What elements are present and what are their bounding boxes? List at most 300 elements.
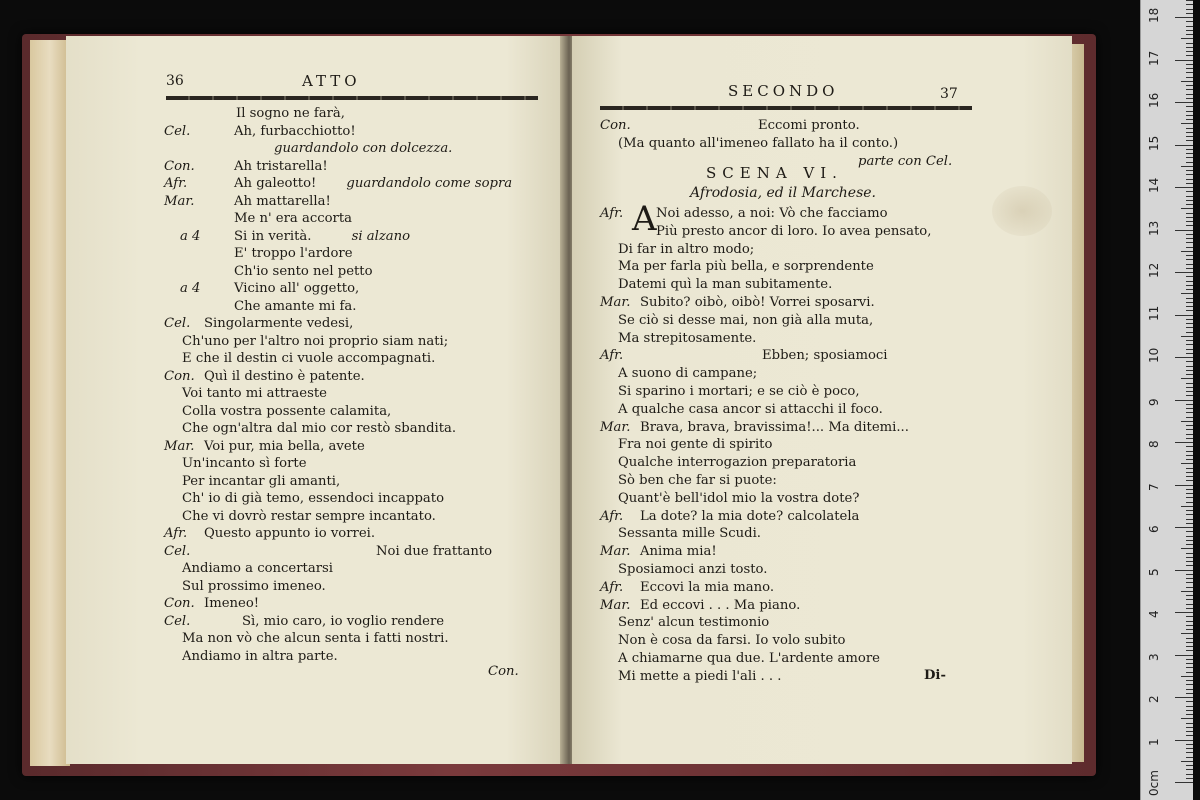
ruler-tick bbox=[1186, 153, 1193, 154]
verse-line: Brava, brava, bravissima!... Ma ditemi... bbox=[640, 419, 909, 435]
ruler-tick bbox=[1186, 476, 1193, 477]
verse-line: Imeneo! bbox=[204, 596, 260, 611]
ruler-tick bbox=[1186, 425, 1193, 426]
ruler-tick bbox=[1186, 306, 1193, 307]
verse-line: E' troppo l'ardore bbox=[234, 246, 353, 261]
verse-line: Ah mattarella! bbox=[234, 193, 331, 209]
ruler-tick bbox=[1186, 757, 1193, 758]
verse-line: Che ogn'altra dal mio cor restò sbandita. bbox=[182, 421, 457, 436]
ruler-tick bbox=[1186, 531, 1193, 532]
ruler-tick bbox=[1186, 319, 1193, 320]
ruler-tick bbox=[1186, 748, 1193, 749]
ruler-tick bbox=[1186, 663, 1193, 664]
ruler-tick bbox=[1186, 204, 1193, 205]
page-number-left: 36 bbox=[166, 73, 184, 89]
page-number-right: 37 bbox=[940, 86, 958, 102]
ruler-tick bbox=[1186, 659, 1193, 660]
verse-line: Ebben; sposiamoci bbox=[762, 348, 888, 364]
ruler-tick bbox=[1181, 293, 1193, 294]
ruler-tick bbox=[1186, 582, 1193, 583]
ruler-tick bbox=[1175, 60, 1193, 61]
verse-line: Per incantar gli amanti, bbox=[182, 473, 341, 489]
ruler-tick bbox=[1186, 451, 1193, 452]
ruler-tick bbox=[1181, 38, 1193, 39]
verse-line: Ed eccovi . . . Ma piano. bbox=[640, 597, 801, 613]
verse-line: Ah, furbacchiotto! bbox=[234, 123, 356, 139]
ruler-tick bbox=[1186, 140, 1193, 141]
ruler-tick bbox=[1186, 310, 1193, 311]
verse-line: Voi tanto mi attraeste bbox=[182, 386, 327, 401]
ruler-label: 3 bbox=[1147, 652, 1161, 661]
ruler-tick bbox=[1186, 429, 1193, 430]
verse-line: Si sparino i mortari; e se ciò è poco, bbox=[618, 384, 860, 399]
verse-line: Qualche interrogazion preparatoria bbox=[618, 455, 857, 471]
verse-line: Non è cosa da farsi. Io volo subito bbox=[618, 633, 846, 649]
ruler-tick bbox=[1186, 672, 1193, 673]
verse-line: Quì il destino è patente. bbox=[204, 368, 365, 384]
ruler-tick bbox=[1186, 523, 1193, 524]
ruler-tick bbox=[1186, 225, 1193, 226]
verse-line: Ma strepitosamente. bbox=[618, 330, 757, 346]
ruler-tick bbox=[1186, 557, 1193, 558]
ruler-label: 0cm bbox=[1147, 770, 1161, 796]
ruler-tick bbox=[1181, 548, 1193, 549]
ruler-tick bbox=[1186, 196, 1193, 197]
ruler-tick bbox=[1186, 98, 1193, 99]
ruler-tick bbox=[1186, 383, 1193, 384]
ruler-tick bbox=[1186, 769, 1193, 770]
ruler-tick bbox=[1175, 570, 1193, 571]
ruler-tick bbox=[1175, 782, 1193, 783]
ruler-tick bbox=[1186, 51, 1193, 52]
right-page bbox=[572, 36, 1072, 764]
ruler-tick bbox=[1186, 94, 1193, 95]
ruler-tick bbox=[1186, 752, 1193, 753]
verse-line: guardandolo con dolcezza. bbox=[274, 141, 453, 156]
ruler-tick bbox=[1186, 4, 1193, 5]
verse-line: Mi mette a piedi l'ali . . . bbox=[618, 668, 782, 684]
verse-line: Un'incanto sì forte bbox=[182, 456, 307, 471]
ruler-tick bbox=[1186, 264, 1193, 265]
ruler-tick bbox=[1175, 272, 1193, 273]
ruler-label: 11 bbox=[1147, 305, 1161, 321]
ruler-tick bbox=[1186, 238, 1193, 239]
measurement-ruler bbox=[1140, 0, 1193, 800]
stage-direction: si alzano bbox=[351, 228, 411, 244]
verse-line: Vicino all' oggetto, bbox=[234, 281, 360, 296]
ruler-tick bbox=[1186, 574, 1193, 575]
speaker-label: Con. bbox=[164, 368, 195, 384]
ruler-tick bbox=[1181, 336, 1193, 337]
ruler-tick bbox=[1175, 612, 1193, 613]
speaker-label: Mar. bbox=[600, 544, 631, 560]
ruler-tick bbox=[1181, 123, 1193, 124]
ruler-tick bbox=[1186, 242, 1193, 243]
speaker-label: Afr. bbox=[600, 348, 624, 364]
ruler-tick bbox=[1186, 361, 1193, 362]
ruler-tick bbox=[1175, 230, 1193, 231]
ruler-tick bbox=[1186, 149, 1193, 150]
ruler-tick bbox=[1186, 115, 1193, 116]
ruler-tick bbox=[1181, 421, 1193, 422]
ruler-tick bbox=[1186, 13, 1193, 14]
verse-line: Singolarmente vedesi, bbox=[204, 316, 354, 331]
ruler-tick bbox=[1186, 604, 1193, 605]
ruler-tick bbox=[1186, 480, 1193, 481]
ruler-tick bbox=[1186, 21, 1193, 22]
verse-line: Voi pur, mia bella, avete bbox=[204, 438, 365, 454]
ruler-tick bbox=[1186, 323, 1193, 324]
speaker-label: Con. bbox=[164, 158, 195, 174]
ruler-tick bbox=[1186, 638, 1193, 639]
ruler-tick bbox=[1186, 621, 1193, 622]
verse-line: Si in verità. bbox=[234, 228, 312, 244]
ruler-tick bbox=[1186, 765, 1193, 766]
ruler-label: 9 bbox=[1147, 397, 1161, 406]
verse-line: A chiamarne qua due. L'ardente amore bbox=[618, 651, 880, 666]
speaker-label: Mar. bbox=[600, 419, 631, 435]
ruler-tick bbox=[1186, 706, 1193, 707]
ruler-label: 6 bbox=[1147, 525, 1161, 533]
ruler-tick bbox=[1186, 281, 1193, 282]
verse-line: Sul prossimo imeneo. bbox=[182, 578, 326, 594]
ruler-tick bbox=[1186, 684, 1193, 685]
ruler-tick bbox=[1186, 744, 1193, 745]
ruler-tick bbox=[1186, 599, 1193, 600]
ruler-tick bbox=[1186, 727, 1193, 728]
left-page bbox=[66, 36, 566, 764]
ruler-label: 5 bbox=[1147, 567, 1161, 576]
ruler-tick bbox=[1186, 285, 1193, 286]
paper-stain bbox=[992, 186, 1052, 236]
stage-direction: guardandolo come sopra bbox=[346, 176, 513, 191]
ruler-tick bbox=[1186, 395, 1193, 396]
verse-line: Sò ben che far si puote: bbox=[618, 473, 777, 488]
ruler-tick bbox=[1186, 472, 1193, 473]
ruler-tick bbox=[1186, 72, 1193, 73]
ruler-label: 2 bbox=[1147, 695, 1161, 703]
ruler-tick bbox=[1186, 650, 1193, 651]
verse-line: Noi adesso, a noi: Vò che facciamo bbox=[656, 206, 888, 221]
ruler-tick bbox=[1186, 497, 1193, 498]
ruler-tick bbox=[1186, 701, 1193, 702]
verse-line: Il sogno ne farà, bbox=[236, 106, 345, 121]
ruler-label: 17 bbox=[1147, 50, 1161, 66]
speaker-label: a 4 bbox=[180, 281, 201, 296]
verse-line: Ch' io di già temo, essendoci incappato bbox=[182, 491, 445, 506]
ruler-tick bbox=[1186, 247, 1193, 248]
verse-line: Che amante mi fa. bbox=[234, 298, 357, 314]
ruler-tick bbox=[1186, 157, 1193, 158]
ruler-tick bbox=[1181, 251, 1193, 252]
verse-line: Subito? oibò, oibò! Vorrei sposarvi. bbox=[640, 295, 875, 310]
ruler-tick bbox=[1186, 85, 1193, 86]
ruler-tick bbox=[1186, 608, 1193, 609]
verse-line: Noi due frattanto bbox=[376, 543, 493, 559]
ruler-tick bbox=[1186, 26, 1193, 27]
ruler-tick bbox=[1186, 625, 1193, 626]
ruler-tick bbox=[1186, 217, 1193, 218]
speaker-label: Mar. bbox=[164, 193, 195, 209]
catchword-left: Con. bbox=[488, 664, 519, 679]
verse-line: Eccomi pronto. bbox=[758, 118, 860, 133]
ruler-tick bbox=[1186, 502, 1193, 503]
ruler-tick bbox=[1186, 47, 1193, 48]
speaker-label: Cel. bbox=[164, 316, 191, 331]
ruler-tick bbox=[1186, 68, 1193, 69]
ruler-tick bbox=[1186, 587, 1193, 588]
verse-line: Ah galeotto! bbox=[234, 176, 317, 191]
ruler-tick bbox=[1186, 404, 1193, 405]
verse-line: Ch'uno per l'altro noi proprio siam nati; bbox=[182, 333, 449, 349]
speaker-label: Afr. bbox=[600, 579, 624, 595]
verse-line: Sessanta mille Scudi. bbox=[618, 526, 762, 542]
verse-line: parte con Cel. bbox=[858, 154, 953, 169]
ruler-label: 18 bbox=[1147, 7, 1161, 23]
ruler-tick bbox=[1181, 378, 1193, 379]
ruler-tick bbox=[1181, 718, 1193, 719]
ruler-tick bbox=[1186, 111, 1193, 112]
ruler-tick bbox=[1186, 0, 1193, 1]
ruler-label: 13 bbox=[1147, 220, 1161, 236]
ruler-tick bbox=[1181, 506, 1193, 507]
drop-cap: A bbox=[632, 199, 657, 239]
ruler-tick bbox=[1186, 540, 1193, 541]
ruler-tick bbox=[1186, 561, 1193, 562]
ruler-tick bbox=[1175, 400, 1193, 401]
speaker-label: Cel. bbox=[164, 543, 191, 559]
ruler-tick bbox=[1186, 298, 1193, 299]
ruler-label: 12 bbox=[1147, 262, 1161, 278]
ruler-tick bbox=[1186, 735, 1193, 736]
ruler-tick bbox=[1186, 132, 1193, 133]
verse-line: A suono di campane; bbox=[618, 366, 758, 382]
ruler-tick bbox=[1186, 514, 1193, 515]
ruler-tick bbox=[1186, 332, 1193, 333]
ruler-tick bbox=[1186, 106, 1193, 107]
ruler-tick bbox=[1181, 591, 1193, 592]
verse-line: Di far in altro modo; bbox=[618, 241, 755, 257]
speaker-label: Afr. bbox=[164, 176, 188, 191]
ruler-tick bbox=[1175, 315, 1193, 316]
ruler-tick bbox=[1186, 259, 1193, 260]
ruler-tick bbox=[1186, 34, 1193, 35]
ruler-label: 14 bbox=[1147, 177, 1161, 193]
ruler-tick bbox=[1186, 468, 1193, 469]
verse-line: Quant'è bell'idol mio la vostra dote? bbox=[618, 490, 860, 506]
ruler-tick bbox=[1186, 578, 1193, 579]
ruler-tick bbox=[1186, 353, 1193, 354]
speaker-label: Afr. bbox=[164, 526, 188, 541]
ruler-tick bbox=[1175, 442, 1193, 443]
ruler-tick bbox=[1186, 667, 1193, 668]
verse-line: Sì, mio caro, io voglio rendere bbox=[242, 613, 445, 629]
page-edges-right bbox=[1070, 44, 1084, 762]
ruler-tick bbox=[1175, 145, 1193, 146]
verse-line: Eccovi la mia mano. bbox=[640, 579, 775, 595]
verse-line: Sposiamoci anzi tosto. bbox=[618, 562, 768, 577]
verse-line: E che il destin ci vuole accompagnati. bbox=[182, 351, 436, 366]
ruler-tick bbox=[1186, 349, 1193, 350]
ruler-tick bbox=[1175, 17, 1193, 18]
ruler-tick bbox=[1186, 387, 1193, 388]
ruler-tick bbox=[1186, 595, 1193, 596]
ruler-tick bbox=[1186, 183, 1193, 184]
verse-line: (Ma quanto all'imeneo fallato ha il conto.) bbox=[618, 136, 899, 151]
speaker-label: Cel. bbox=[164, 613, 191, 629]
ruler-label: 4 bbox=[1147, 610, 1161, 618]
ruler-tick bbox=[1175, 187, 1193, 188]
header-rule-right bbox=[600, 106, 972, 110]
speaker-label: Afr. bbox=[600, 206, 624, 221]
ruler-tick bbox=[1181, 208, 1193, 209]
running-head-left: ATTO bbox=[302, 72, 361, 90]
ruler-tick bbox=[1186, 536, 1193, 537]
ruler-tick bbox=[1186, 778, 1193, 779]
ruler-tick bbox=[1186, 391, 1193, 392]
ruler-tick bbox=[1186, 689, 1193, 690]
ruler-tick bbox=[1186, 162, 1193, 163]
ruler-tick bbox=[1186, 179, 1193, 180]
ruler-tick bbox=[1186, 119, 1193, 120]
ruler-label: 1 bbox=[1147, 737, 1161, 746]
ruler-tick bbox=[1186, 64, 1193, 65]
ruler-tick bbox=[1186, 723, 1193, 724]
ruler-tick bbox=[1175, 357, 1193, 358]
catchword-right: Di- bbox=[924, 668, 946, 683]
verse-line: Che vi dovrò restar sempre incantato. bbox=[182, 508, 436, 524]
speaker-label: Cel. bbox=[164, 123, 191, 139]
ruler-tick bbox=[1186, 9, 1193, 10]
ruler-tick bbox=[1186, 30, 1193, 31]
ruler-label: 8 bbox=[1147, 440, 1161, 448]
ruler-tick bbox=[1186, 255, 1193, 256]
ruler-tick bbox=[1181, 633, 1193, 634]
ruler-tick bbox=[1186, 370, 1193, 371]
ruler-tick bbox=[1181, 761, 1193, 762]
ruler-tick bbox=[1186, 136, 1193, 137]
ruler-tick bbox=[1186, 289, 1193, 290]
ruler-tick bbox=[1186, 710, 1193, 711]
ruler-label: 15 bbox=[1147, 135, 1161, 151]
verse-line: Ah tristarella! bbox=[234, 158, 328, 174]
verse-line: Questo appunto io vorrei. bbox=[204, 526, 376, 541]
ruler-tick bbox=[1186, 55, 1193, 56]
ruler-tick bbox=[1186, 446, 1193, 447]
ruler-tick bbox=[1186, 89, 1193, 90]
ruler-tick bbox=[1175, 527, 1193, 528]
ruler-tick bbox=[1186, 374, 1193, 375]
ruler-tick bbox=[1186, 412, 1193, 413]
ruler-tick bbox=[1186, 170, 1193, 171]
ruler-tick bbox=[1186, 774, 1193, 775]
verse-line: Me n' era accorta bbox=[234, 211, 353, 226]
ruler-tick bbox=[1186, 438, 1193, 439]
ruler-tick bbox=[1186, 642, 1193, 643]
ruler-tick bbox=[1186, 302, 1193, 303]
ruler-tick bbox=[1186, 510, 1193, 511]
ruler-tick bbox=[1186, 565, 1193, 566]
ruler-tick bbox=[1186, 489, 1193, 490]
ruler-tick bbox=[1186, 340, 1193, 341]
verse-line: Più presto ancor di loro. Io avea pensato, bbox=[656, 223, 932, 239]
verse-line: Se ciò si desse mai, non già alla muta, bbox=[618, 312, 874, 328]
ruler-tick bbox=[1181, 81, 1193, 82]
speaker-label: a 4 bbox=[180, 228, 201, 244]
verse-line: Ch'io sento nel petto bbox=[234, 263, 373, 279]
ruler-tick bbox=[1186, 544, 1193, 545]
speaker-label: Con. bbox=[164, 596, 195, 611]
ruler-tick bbox=[1175, 102, 1193, 103]
verse-line: Anima mia! bbox=[640, 544, 717, 560]
ruler-tick bbox=[1186, 43, 1193, 44]
ruler-tick bbox=[1186, 191, 1193, 192]
ruler-tick bbox=[1186, 693, 1193, 694]
ruler-tick bbox=[1181, 463, 1193, 464]
ruler-tick bbox=[1181, 166, 1193, 167]
verse-line: Andiamo a concertarsi bbox=[182, 561, 333, 576]
ruler-tick bbox=[1186, 434, 1193, 435]
ruler-tick bbox=[1175, 655, 1193, 656]
verse-line: Colla vostra possente calamita, bbox=[182, 403, 392, 419]
ruler-tick bbox=[1175, 697, 1193, 698]
ruler-tick bbox=[1186, 174, 1193, 175]
ruler-tick bbox=[1186, 276, 1193, 277]
ruler-tick bbox=[1186, 77, 1193, 78]
verse-line: Datemi quì la man subitamente. bbox=[618, 277, 833, 293]
ruler-tick bbox=[1186, 408, 1193, 409]
ruler-label: 16 bbox=[1147, 92, 1161, 108]
ruler-tick bbox=[1186, 344, 1193, 345]
running-head-right: SECONDO bbox=[728, 82, 839, 100]
ruler-tick bbox=[1186, 493, 1193, 494]
verse-line: Fra noi gente di spirito bbox=[618, 437, 773, 453]
ruler-tick bbox=[1186, 519, 1193, 520]
verse-line: A qualche casa ancor si attacchi il foco. bbox=[618, 401, 883, 417]
speaker-label: Afr. bbox=[600, 508, 624, 524]
verse-line: Senz' alcun testimonio bbox=[618, 615, 770, 631]
speaker-label: Mar. bbox=[600, 295, 631, 310]
ruler-tick bbox=[1186, 455, 1193, 456]
speaker-label: Mar. bbox=[600, 597, 631, 613]
ruler-tick bbox=[1186, 221, 1193, 222]
ruler-tick bbox=[1186, 553, 1193, 554]
ruler-tick bbox=[1186, 417, 1193, 418]
verse-line: Ma non vò che alcun senta i fatti nostri. bbox=[182, 631, 449, 646]
ruler-tick bbox=[1186, 268, 1193, 269]
ruler-tick bbox=[1186, 213, 1193, 214]
ruler-tick bbox=[1186, 646, 1193, 647]
ruler-tick bbox=[1175, 740, 1193, 741]
ruler-tick bbox=[1186, 731, 1193, 732]
ruler-tick bbox=[1186, 459, 1193, 460]
ruler-tick bbox=[1186, 616, 1193, 617]
ruler-tick bbox=[1186, 200, 1193, 201]
ruler-tick bbox=[1186, 680, 1193, 681]
ruler-tick bbox=[1175, 485, 1193, 486]
verse-line: Andiamo in altra parte. bbox=[182, 648, 338, 664]
ruler-tick bbox=[1186, 128, 1193, 129]
speaker-label: Con. bbox=[600, 118, 631, 133]
page-edges-left bbox=[30, 40, 70, 766]
ruler-tick bbox=[1186, 366, 1193, 367]
ruler-tick bbox=[1186, 327, 1193, 328]
verse-line: La dote? la mia dote? calcolatela bbox=[640, 508, 860, 524]
verse-line: Ma per farla più bella, e sorprendente bbox=[618, 259, 874, 275]
speaker-label: Mar. bbox=[164, 438, 195, 454]
ruler-tick bbox=[1186, 714, 1193, 715]
ruler-tick bbox=[1181, 676, 1193, 677]
